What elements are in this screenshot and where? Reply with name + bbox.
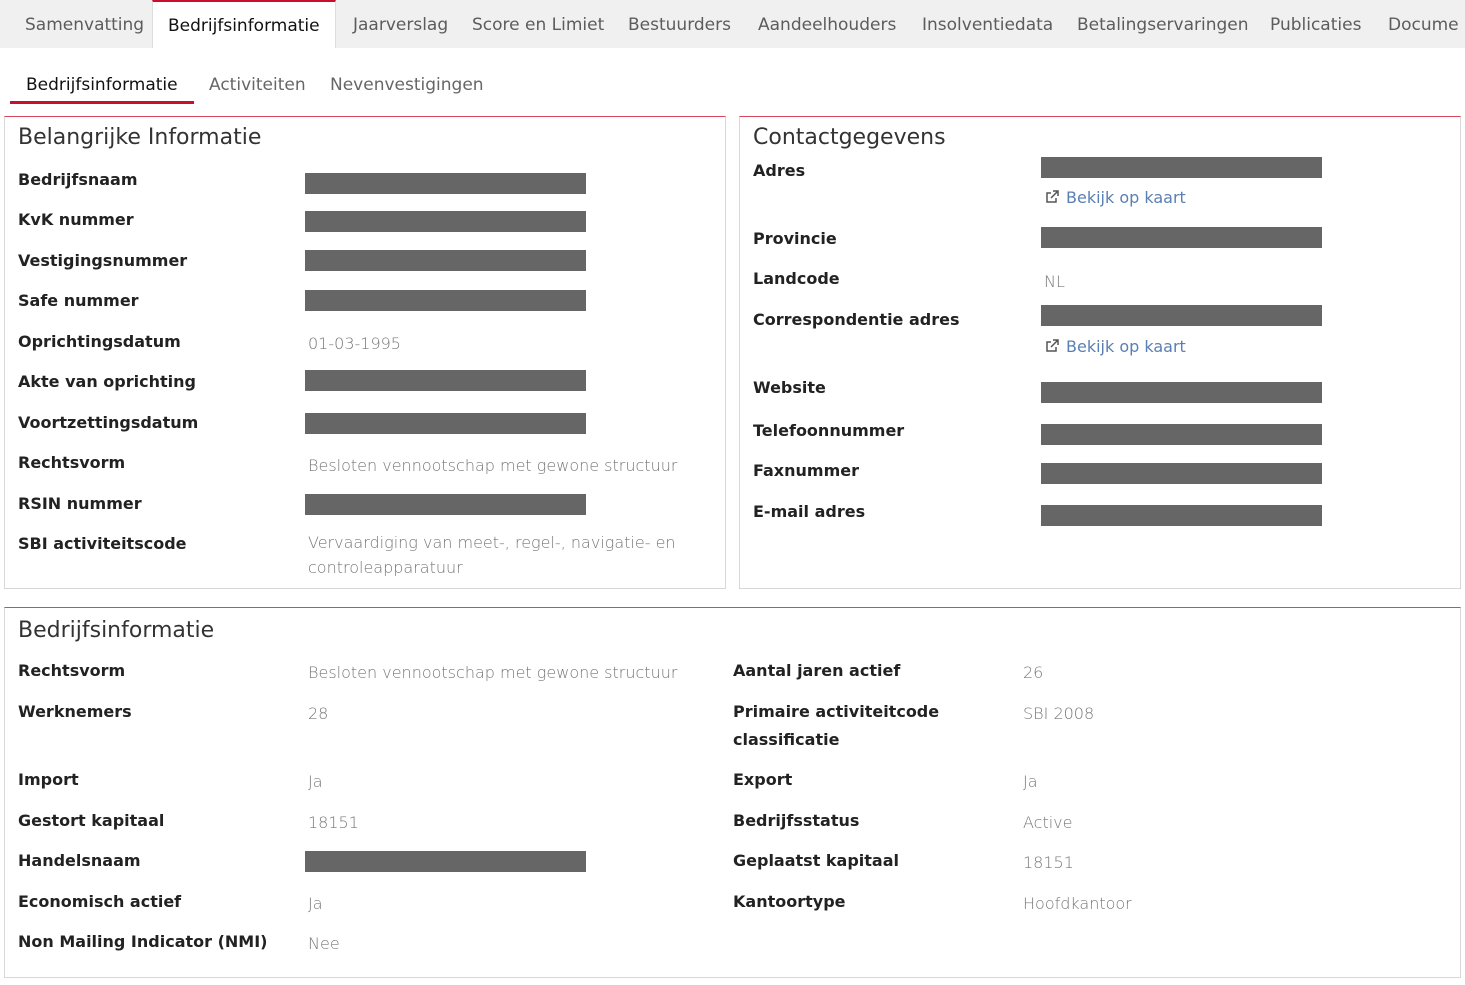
value-gestort-kapitaal: 18151 (308, 813, 359, 832)
tab-bedrijfsinformatie[interactable]: Bedrijfsinformatie (152, 0, 336, 48)
label-nmi: Non Mailing Indicator (NMI) (18, 932, 268, 951)
label-telefoon: Telefoonnummer (753, 421, 905, 440)
subtab-bedrijfsinformatie[interactable]: Bedrijfsinformatie (10, 70, 194, 104)
label-rechtsvorm: Rechtsvorm (18, 661, 126, 680)
label-fax: Faxnummer (753, 461, 859, 480)
value-primaire-activiteitcode: SBI 2008 (1023, 704, 1095, 723)
value-kantoortype: Hoofdkantoor (1023, 894, 1132, 913)
label-voortzetting: Voortzettingsdatum (18, 413, 199, 432)
value-economisch-actief: Ja (308, 894, 323, 913)
redacted-vestigingsnummer (305, 250, 586, 271)
map-link-correspondentie[interactable] (1044, 337, 1186, 356)
external-link-icon (1044, 338, 1060, 354)
redacted-rsin (305, 494, 586, 515)
tab-aandeelhouders[interactable]: Aandeelhouders (758, 15, 897, 35)
tab-publicaties[interactable]: Publicaties (1270, 15, 1362, 35)
value-bedrijfsstatus: Active (1023, 813, 1073, 832)
label-gestort-kapitaal: Gestort kapitaal (18, 811, 165, 830)
label-handelsnaam: Handelsnaam (18, 851, 141, 870)
label-economisch-actief: Economisch actief (18, 892, 182, 911)
tab-betalingservaringen[interactable]: Betalingservaringen (1077, 15, 1249, 35)
redacted-bedrijfsnaam (305, 173, 586, 194)
label-landcode: Landcode (753, 269, 840, 288)
tab-bestuurders[interactable]: Bestuurders (628, 15, 731, 35)
redacted-fax (1041, 463, 1322, 484)
redacted-telefoon (1041, 424, 1322, 445)
contact-panel (739, 116, 1461, 589)
value-rechtsvorm: Besloten vennootschap met gewone structuur (308, 456, 678, 475)
label-kantoortype: Kantoortype (733, 892, 846, 911)
value-werknemers: 28 (308, 704, 329, 723)
value-export: Ja (1023, 772, 1038, 791)
label-email: E-mail adres (753, 502, 866, 521)
label-export: Export (733, 770, 793, 789)
label-oprichtingsdatum: Oprichtingsdatum (18, 332, 181, 351)
label-website: Website (753, 378, 826, 397)
value-landcode: NL (1044, 272, 1065, 291)
label-rsin: RSIN nummer (18, 494, 142, 513)
redacted-akte (305, 370, 586, 391)
tab-score-en-limiet[interactable]: Score en Limiet (472, 15, 605, 35)
redacted-provincie (1041, 227, 1322, 248)
label-adres: Adres (753, 161, 806, 180)
label-bedrijfsstatus: Bedrijfsstatus (733, 811, 860, 830)
label-aantal-jaren-actief: Aantal jaren actief (733, 661, 901, 680)
contact-title: Contactgegevens (753, 125, 946, 150)
label-correspondentie: Correspondentie adres (753, 310, 960, 329)
label-akte: Akte van oprichting (18, 372, 196, 391)
label-provincie: Provincie (753, 229, 837, 248)
redacted-handelsnaam (305, 851, 586, 872)
tab-documenten[interactable]: Docume (1388, 15, 1459, 35)
company-info-title: Bedrijfsinformatie (18, 618, 215, 643)
company-info-panel (4, 607, 1461, 978)
redacted-adres (1041, 157, 1322, 178)
key-info-title: Belangrijke Informatie (18, 125, 262, 150)
label-primaire-activiteitcode: Primaire activiteitcode classificatie (733, 702, 940, 749)
key-info-panel (4, 116, 726, 589)
label-sbi: SBI activiteitscode (18, 534, 187, 553)
redacted-safe (305, 290, 586, 311)
value-aantal-jaren-actief: 26 (1023, 663, 1044, 682)
map-link-label: Bekijk op kaart (1066, 337, 1186, 356)
map-link-label: Bekijk op kaart (1066, 188, 1186, 207)
map-link-adres[interactable] (1044, 188, 1186, 207)
value-nmi: Nee (308, 934, 340, 953)
value-import: Ja (308, 772, 323, 791)
redacted-website (1041, 382, 1322, 403)
value-sbi: Vervaardiging van meet-, regel-, navigatie- en controleapparatuur (308, 533, 676, 577)
top-tab-bar (0, 0, 1465, 48)
tab-samenvatting[interactable]: Samenvatting (25, 15, 145, 35)
redacted-kvk (305, 211, 586, 232)
label-geplaatst-kapitaal: Geplaatst kapitaal (733, 851, 900, 870)
label-bedrijfsnaam: Bedrijfsnaam (18, 170, 138, 189)
external-link-icon (1044, 189, 1060, 205)
value-geplaatst-kapitaal: 18151 (1023, 853, 1074, 872)
tab-insolventiedata[interactable]: Insolventiedata (922, 15, 1054, 35)
redacted-email (1041, 505, 1322, 526)
label-kvk: KvK nummer (18, 210, 134, 229)
tab-jaarverslag[interactable]: Jaarverslag (353, 15, 449, 35)
redacted-voortzetting (305, 413, 586, 434)
label-vestigingsnummer: Vestigingsnummer (18, 251, 188, 270)
value-rechtsvorm: Besloten vennootschap met gewone structuur (308, 663, 678, 682)
redacted-correspondentie (1041, 305, 1322, 326)
subtab-nevenvestigingen[interactable]: Nevenvestigingen (330, 75, 484, 95)
label-werknemers: Werknemers (18, 702, 132, 721)
subtab-activiteiten[interactable]: Activiteiten (209, 75, 306, 95)
value-oprichtingsdatum: 01-03-1995 (308, 334, 401, 353)
label-rechtsvorm: Rechtsvorm (18, 453, 126, 472)
label-safe: Safe nummer (18, 291, 139, 310)
label-import: Import (18, 770, 79, 789)
